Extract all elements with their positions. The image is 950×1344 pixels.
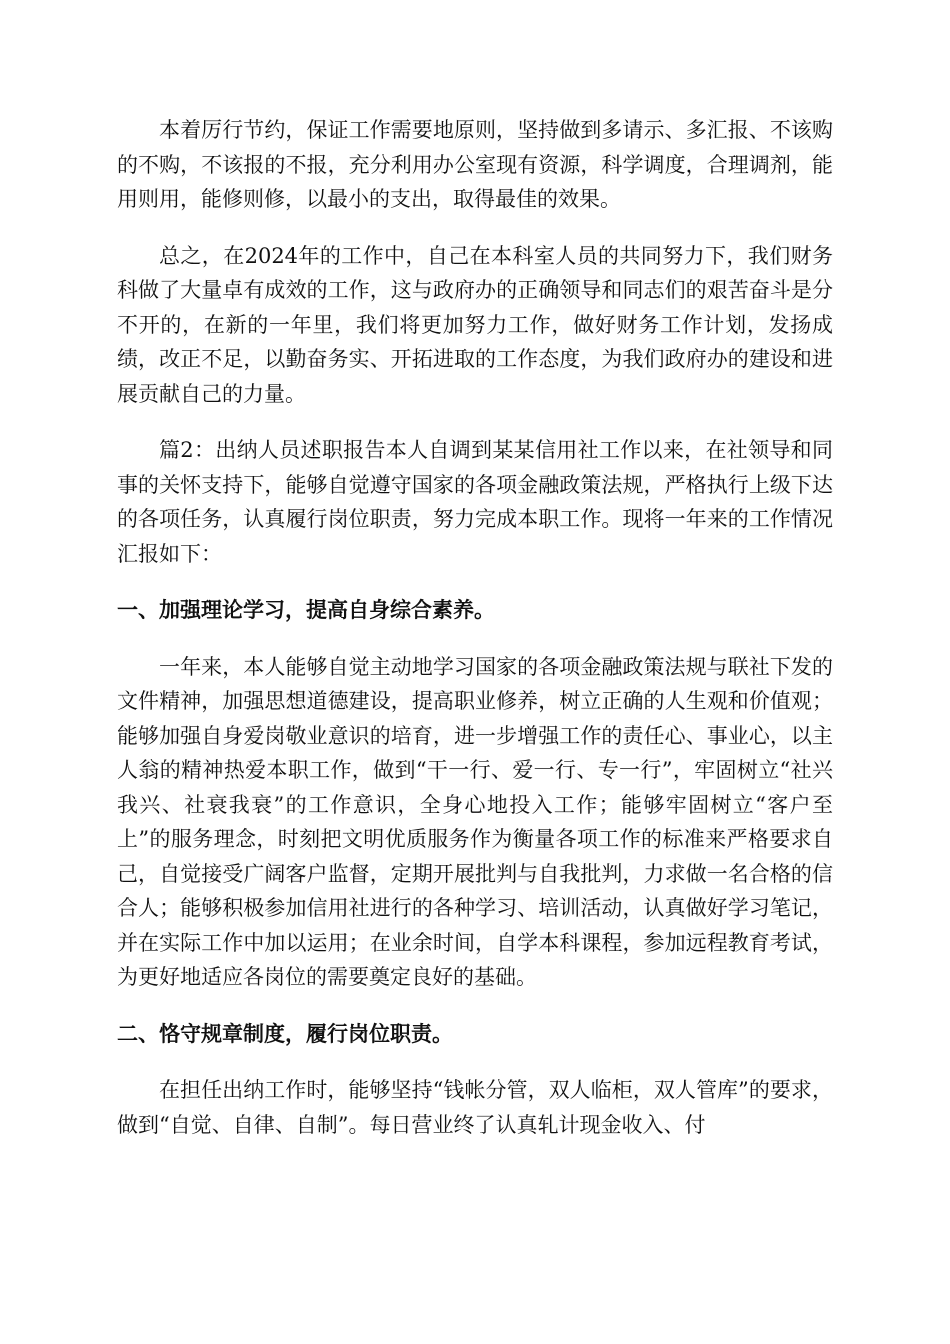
paragraph-frugality: 本着厉行节约，保证工作需要地原则，坚持做到多请示、多汇报、不该购的不购，不该报的不报，充分利用办公室现有资源，科学调度，合理调剂，能用则用，能修则修，以最小的支出，取得最佳的效果。 [117,118,833,211]
paragraph-theory-study: 一年来，本人能够自觉主动地学习国家的各项金融政策法规与联社下发的文件精神，加强思想道德建设，提高职业修养，树立正确的人生观和价值观；能够加强自身爱岗敬业意识的培育，进一步增强工作的责任心、事业心，以主人翁的精神热爱本职工作，做到“干一行、爱一行、专一行”，牢固树立“社兴我兴、社衰我衰”的工作意识，全身心地投入工作；能够牢固树立“客户至上”的服务理念，时刻把文明优质服务作为衡量各项工作的标准来严格要求自己，自觉接受广阔客户监督，定期开展批判与自我批判，力求做一名合格的信合人；能够积极参加信用社进行的各种学习、培训活动，认真做好学习笔记，并在实际工作中加以运用；在业余时间，自学本科课程，参加远程教育考试，为更好地适应各岗位的需要奠定良好的基础。 [117,654,833,989]
paragraph-report-intro: 篇2：出纳人员述职报告本人自调到某某信用社工作以来，在社领导和同事的关怀支持下，能够自觉遵守国家的各项金融政策法规，严格执行上级下达的各项任务，认真履行岗位职责，努力完成本职工作。现将一年来的工作情况汇报如下： [117,438,833,566]
paragraph-summary: 总之，在2024年的工作中，自己在本科室人员的共同努力下，我们财务科做了大量卓有成效的工作，这与政府办的正确领导和同志们的艰苦奋斗是分不开的，在新的一年里，我们将更加努力工作，做好财务工作计划，发扬成绩，改正不足，以勤奋务实、开拓进取的工作态度，为我们政府办的建设和进展贡献自己的力量。 [117,243,833,406]
document-page [117,113,833,1142]
paragraph-cashier-work: 在担任出纳工作时，能够坚持“钱帐分管，双人临柜，双人管库”的要求，做到“自觉、自律、自制”。每日营业终了认真轧计现金收入、付 [117,1078,833,1137]
heading-rules-duties: 二、恪守规章制度，履行岗位职责。 [117,1020,453,1046]
heading-theory-study: 一、加强理论学习，提高自身综合素养。 [117,597,495,622]
